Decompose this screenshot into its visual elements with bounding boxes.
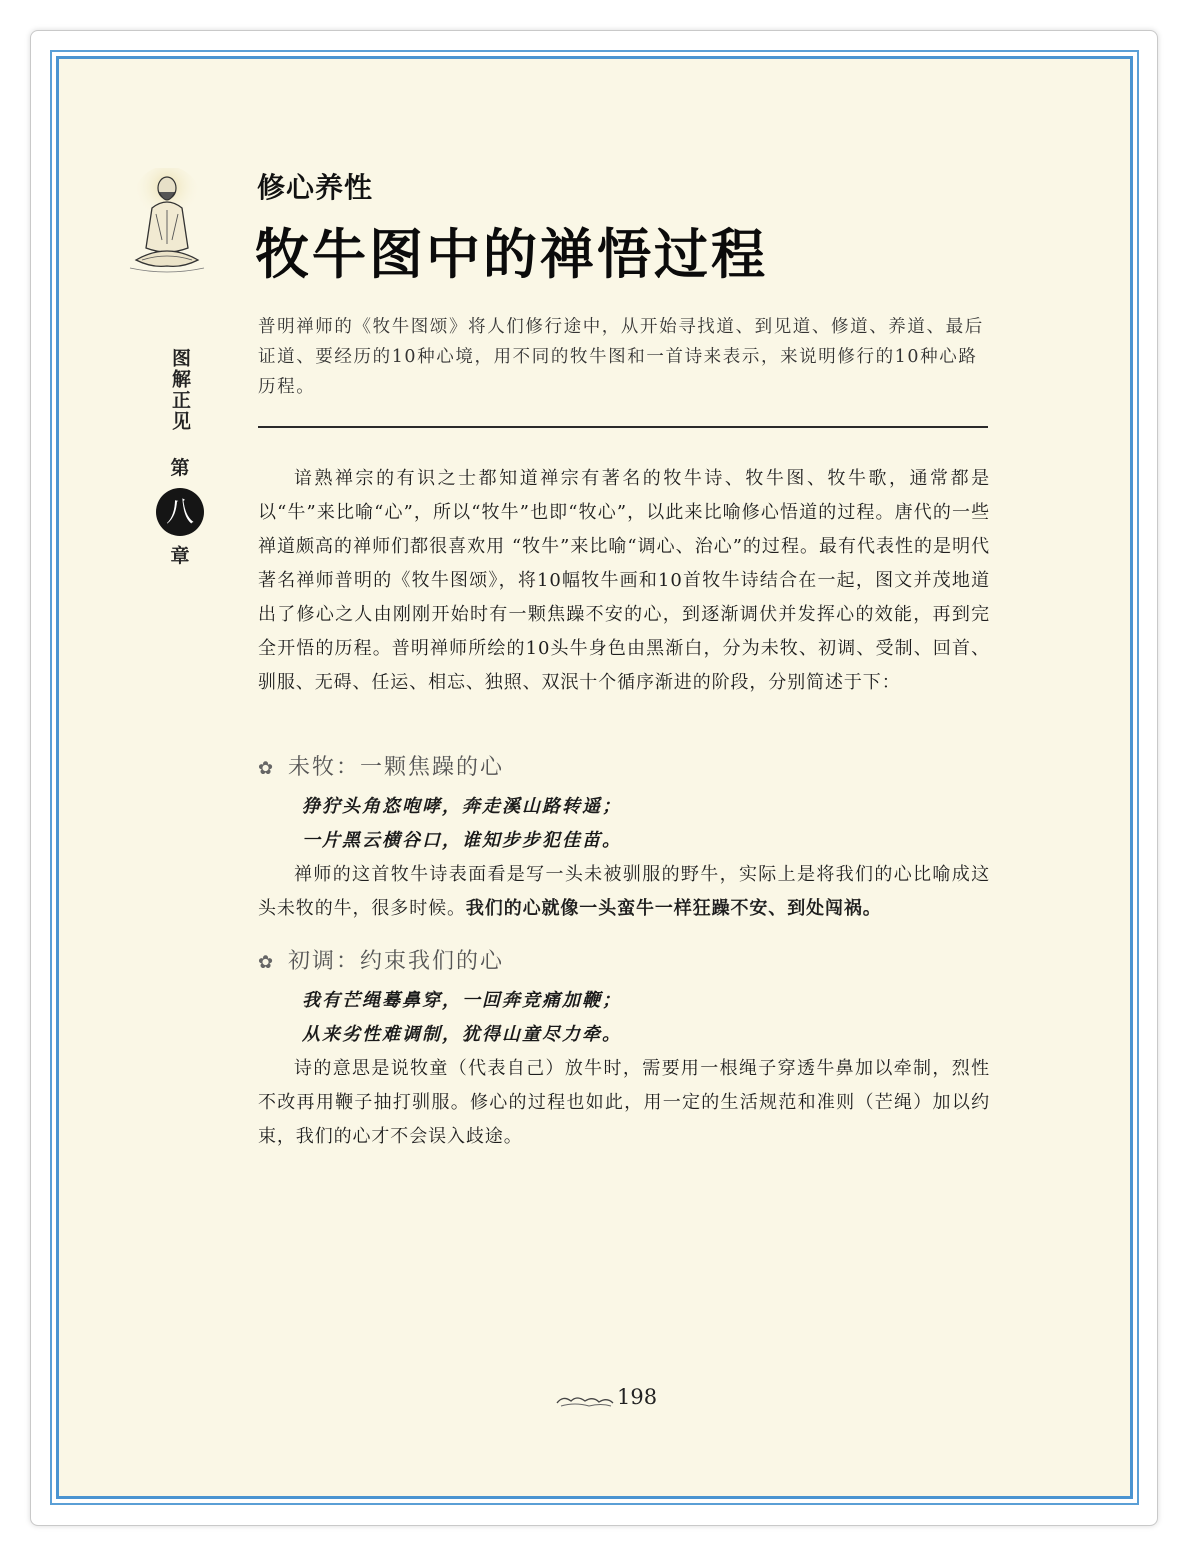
poem-line: 我有芒绳蓦鼻穿，一回奔竞痛加鞭； [302, 990, 622, 1011]
page-number: 198 [617, 1385, 658, 1409]
page-footer [555, 1383, 675, 1413]
meditating-monk-illustration [122, 168, 212, 276]
section-heading [258, 944, 504, 975]
chapter-suffix: 章 [170, 545, 190, 567]
body-paragraph [258, 858, 990, 926]
poem-line: 狰狞头角恣咆哮，奔走溪山路转遥； [302, 796, 622, 817]
chapter-prefix: 第 [170, 457, 190, 479]
poem-verse [302, 790, 622, 858]
cloud-ornament-icon [555, 1393, 615, 1409]
intro-summary: 普明禅师的《牧牛图颂》将人们修行途中，从开始寻找道、到见道、修道、养道、最后证道、要经历的10种心境，用不同的牧牛图和一首诗来表示，来说明修行的10种心路历程。 [258, 317, 984, 397]
section-heading [258, 750, 504, 781]
series-title: 图解正见 [169, 348, 191, 432]
paragraph-text: 禅师的这首牧牛诗表面看是写一头未被驯服的野牛，实际上是将我们的心比喻成这头未牧的牛，很多时候。 [258, 864, 990, 919]
body-paragraph: 诗的意思是说牧童（代表自己）放牛时，需要用一根绳子穿透牛鼻加以牵制，烈性不改再用鞭子抽打驯服。修心的过程也如此，用一定的生活规范和准则（芒绳）加以约束，我们的心才不会误入歧途。 [258, 1058, 990, 1147]
section-heading-text: 未牧：一颗焦躁的心 [288, 755, 505, 780]
poem-verse [302, 984, 622, 1052]
body-paragraph-intro: 谙熟禅宗的有识之士都知道禅宗有著名的牧牛诗、牧牛图、牧牛歌，通常都是以“牛”来比喻“心”，所以“牧牛”也即“牧心”，以此来比喻修心悟道的过程。唐代的一些禅道颇高的禅师们都很喜欢用 “牧牛”来比喻“调心、治心”的过程。最有代表性的是明代著名禅师普明的《牧牛图颂》，将10幅牧牛画和10首牧牛诗结合在一起，图文并茂地道出了修心之人由刚刚开始时有一颗焦躁不安的心，到逐渐调伏并发挥心的效能，再到完全开悟的历程。普明禅师所绘的10头牛身色由黑渐白，分为未牧、初调、受制、回首、驯服、无碍、任运、相忘、独照、双泯十个循序渐进的阶段，分别简述于下： [258, 468, 990, 693]
chapter-number-badge: 八 [156, 488, 204, 536]
lotus-bullet-icon: ✿ [258, 758, 276, 779]
lotus-bullet-icon: ✿ [258, 952, 276, 973]
section-heading-text: 初调：约束我们的心 [288, 949, 505, 974]
emphasized-text: 我们的心就像一头蛮牛一样狂躁不安、到处闯祸。 [465, 898, 882, 919]
poem-line: 从来劣性难调制，犹得山童尽力牵。 [302, 1024, 622, 1045]
page-title: 牧牛图中的禅悟过程 [255, 222, 768, 286]
sidebar-chapter-marker [160, 340, 200, 568]
divider-rule [258, 426, 988, 428]
poem-line: 一片黑云横谷口，谁知步步犯佳苗。 [302, 830, 622, 851]
section-subtitle: 修心养性 [257, 171, 374, 204]
